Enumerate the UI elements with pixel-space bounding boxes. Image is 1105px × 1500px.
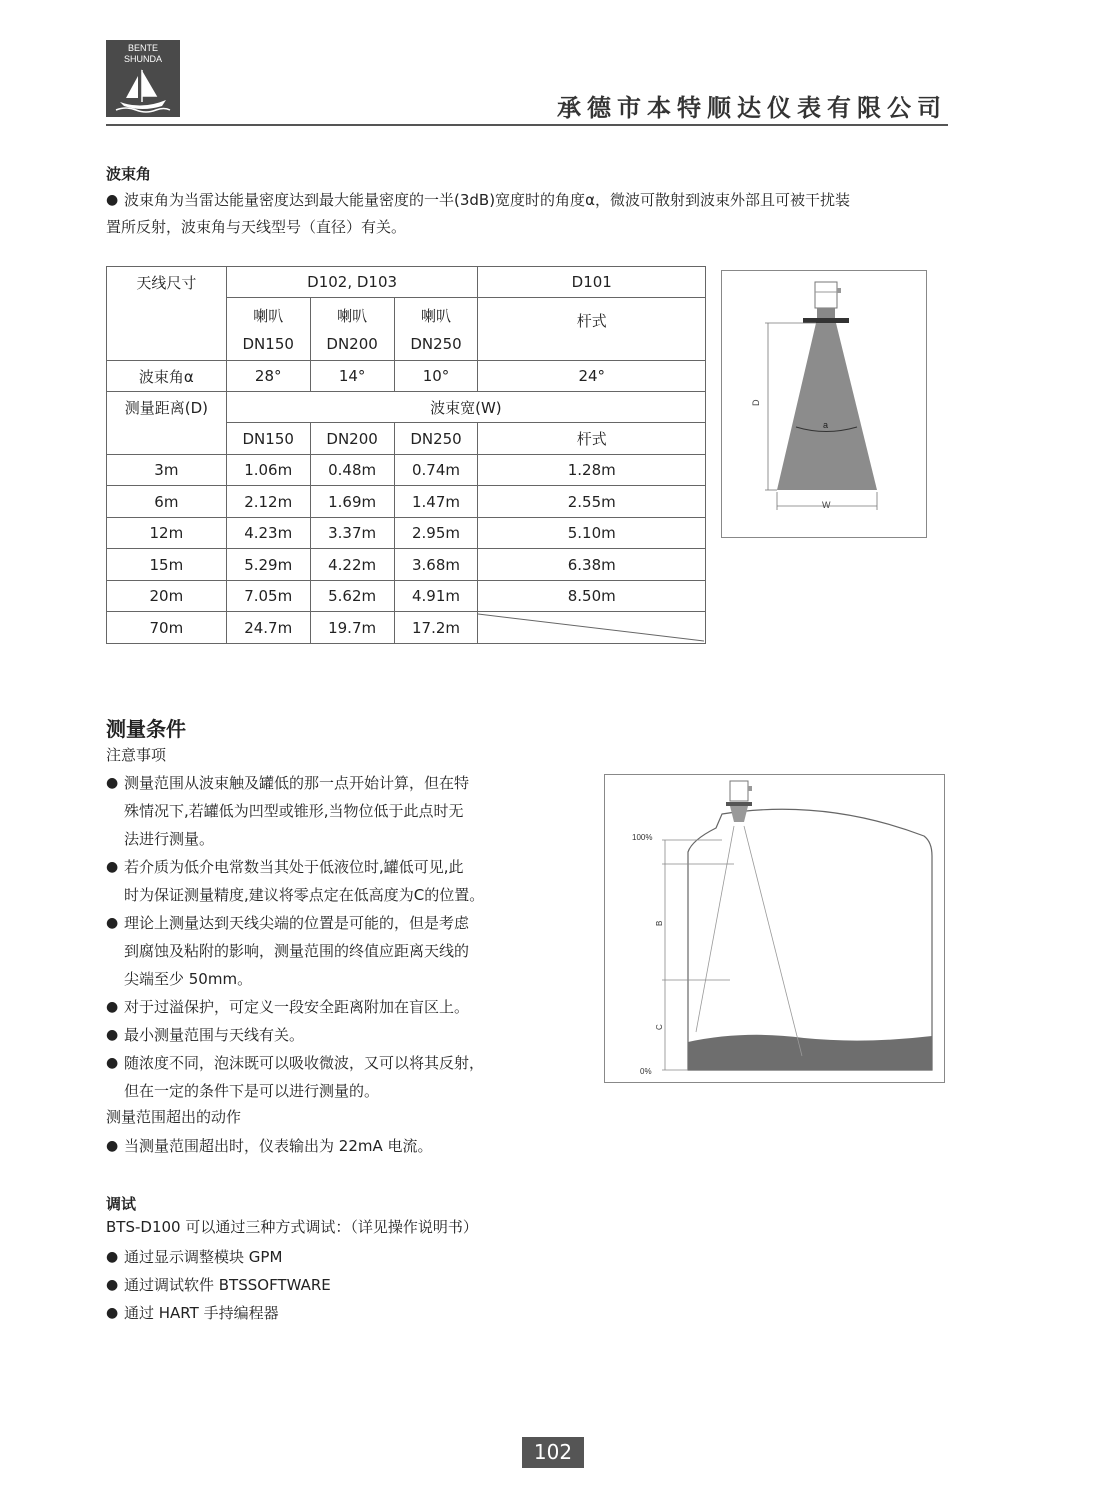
- list-item: ● 对于过溢保护，可定义一段安全距离附加在盲区上。: [106, 993, 546, 1021]
- sub-dn200: DN200: [310, 423, 394, 455]
- table-row: 70m 24.7m 19.7m 17.2m: [107, 612, 706, 644]
- list-item: ● 当测量范围超出时，仪表输出为 22mA 电流。: [106, 1132, 433, 1160]
- sub-dn250: DN250: [394, 423, 478, 455]
- beam-angle-table: [106, 266, 706, 644]
- sailboat-icon: [112, 66, 174, 114]
- exceed-title: 测量范围超出的动作: [106, 1108, 242, 1126]
- sub-dn150: DN150: [226, 423, 310, 455]
- angle-value: 24°: [478, 361, 706, 392]
- level-0-label: 0%: [640, 1067, 652, 1076]
- logo-text-top: BENTE: [127, 43, 158, 53]
- company-logo: [106, 40, 180, 117]
- angle-value: 28°: [226, 361, 310, 392]
- type-rod: 杆式: [478, 298, 706, 361]
- company-name: 承德市本特顺达仪表有限公司: [557, 94, 947, 122]
- header-d101: D101: [478, 267, 706, 298]
- header-divider: [106, 124, 948, 126]
- table-row: 20m 7.05m 5.62m 4.91m 8.50m: [107, 581, 706, 612]
- table-row: 6m 2.12m 1.69m 1.47m 2.55m: [107, 486, 706, 518]
- list-item: ● 通过显示调整模块 GPM: [106, 1243, 331, 1271]
- measure-title: 测量条件: [106, 717, 186, 741]
- diagram-label-a: a: [823, 420, 829, 430]
- beam-angle-description: [106, 186, 956, 241]
- table-row: 12m 4.23m 3.37m 2.95m 5.10m: [107, 518, 706, 549]
- debug-list: [106, 1243, 331, 1327]
- beam-width-label: 波束宽(W): [226, 392, 705, 423]
- angle-label: 波束角α: [107, 361, 227, 392]
- list-item: ● 随浓度不同，泡沫既可以吸收微波，又可以将其反射， 但在一定的条件下是可以进行测量的。: [106, 1049, 546, 1105]
- debug-intro: BTS-D100 可以通过三种方式调试：（详见操作说明书）: [106, 1218, 478, 1236]
- list-item: ● 理论上测量达到天线尖端的位置是可能的，但是考虑 到腐蚀及粘附的影响，测量范围的终值应距离天线的 尖端至少 50mm。: [106, 909, 546, 993]
- list-item: ● 若介质为低介电常数当其处于低液位时,罐低可见,此 时为保证测量精度,建议将零点定在低高度为C的位置。: [106, 853, 546, 909]
- type-dn150: 喇叭 DN150: [226, 298, 310, 361]
- notes-list: [106, 769, 546, 1105]
- beam-angle-title: 波束角: [106, 165, 152, 183]
- list-item: ● 最小测量范围与天线有关。: [106, 1021, 546, 1049]
- angle-value: 14°: [310, 361, 394, 392]
- list-item: ● 通过 HART 手持编程器: [106, 1299, 331, 1327]
- page-number: 102: [522, 1437, 584, 1468]
- table-row: 3m 1.06m 0.48m 0.74m 1.28m: [107, 455, 706, 486]
- type-dn250: 喇叭 DN250: [394, 298, 478, 361]
- level-100-label: 100%: [632, 833, 653, 842]
- list-item: ● 通过调试软件 BTSSOFTWARE: [106, 1271, 331, 1299]
- diagram-label-w: W: [822, 500, 831, 510]
- label-c: C: [655, 1024, 664, 1030]
- empty-diagonal-cell: [478, 612, 706, 644]
- list-item: ● 测量范围从波束触及罐低的那一点开始计算，但在特 殊情况下,若罐低为凹型或锥形,当物位低于此点时无 法进行测量。: [106, 769, 546, 853]
- notes-title: 注意事项: [106, 746, 167, 764]
- tank-diagram: [604, 774, 946, 1086]
- beam-desc-line1: ● 波束角为当雷达能量密度达到最大能量密度的一半(3dB)宽度时的角度α，微波可散射到波束外部且可被干扰装: [106, 186, 956, 214]
- exceed-list: [106, 1132, 433, 1160]
- label-b: B: [655, 920, 664, 926]
- diagram-label-d: D: [751, 399, 761, 406]
- beam-desc-line2: 置所反射，波束角与天线型号（直径）有关。: [106, 218, 407, 236]
- header-antenna-size: 天线尺寸: [107, 267, 227, 298]
- beam-angle-diagram: [721, 270, 927, 540]
- table-row: 15m 5.29m 4.22m 3.68m 6.38m: [107, 549, 706, 581]
- angle-value: 10°: [394, 361, 478, 392]
- type-dn200: 喇叭 DN200: [310, 298, 394, 361]
- sub-rod: 杆式: [478, 423, 706, 455]
- distance-label: 测量距离(D): [107, 392, 227, 423]
- logo-text-bottom: SHUNDA: [123, 54, 162, 64]
- debug-title: 调试: [106, 1195, 137, 1213]
- header-d102-d103: D102, D103: [226, 267, 478, 298]
